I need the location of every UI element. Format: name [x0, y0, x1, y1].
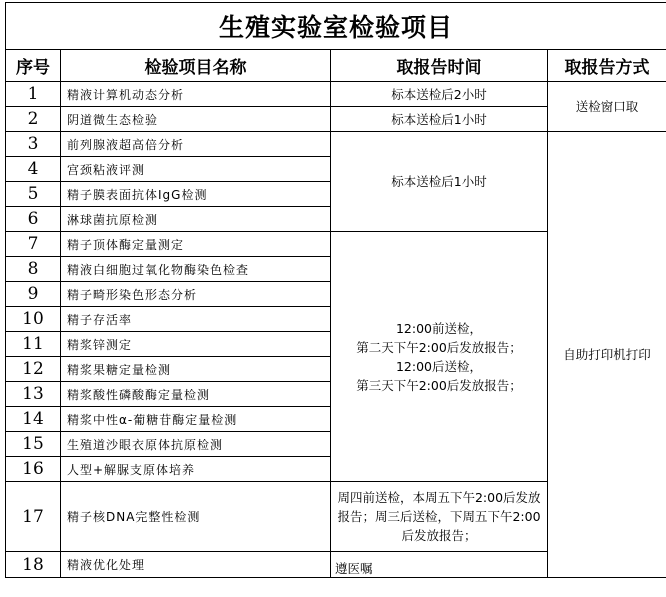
item-name: 精浆果糖定量检测 — [61, 357, 331, 382]
report-time-line: 第二天下午2:00后发放报告； — [356, 339, 522, 355]
report-time-cell: 标本送检后1小时 — [331, 107, 548, 132]
lab-items-table — [5, 2, 666, 578]
row-number: 15 — [6, 432, 61, 457]
item-name: 淋球菌抗原检测 — [61, 207, 331, 232]
report-method-window: 送检窗口取 — [548, 82, 666, 132]
report-time-line: 第三天下午2:00后发放报告； — [356, 377, 522, 393]
row-number: 4 — [6, 157, 61, 182]
report-method-printer: 自助打印机打印 — [548, 132, 666, 578]
header-item-name: 检验项目名称 — [61, 50, 331, 82]
table-row — [6, 132, 666, 157]
header-report-method: 取报告方式 — [548, 50, 666, 82]
item-name: 精液计算机动态分析 — [61, 82, 331, 107]
row-number: 13 — [6, 382, 61, 407]
row-number: 5 — [6, 182, 61, 207]
report-time-cell: 标本送检后2小时 — [331, 82, 548, 107]
item-name: 前列腺液超高倍分析 — [61, 132, 331, 157]
report-time-cell: 遵医嘱 — [331, 552, 548, 578]
row-number: 18 — [6, 552, 61, 578]
row-number: 9 — [6, 282, 61, 307]
row-number: 10 — [6, 307, 61, 332]
item-name: 精子核DNA完整性检测 — [61, 482, 331, 552]
row-number: 11 — [6, 332, 61, 357]
item-name: 阴道微生态检验 — [61, 107, 331, 132]
header-report-time: 取报告时间 — [331, 50, 548, 82]
item-name: 人型+解脲支原体培养 — [61, 457, 331, 482]
row-number: 3 — [6, 132, 61, 157]
report-time-cell — [331, 232, 548, 482]
row-number: 8 — [6, 257, 61, 282]
item-name: 精液优化处理 — [61, 552, 331, 578]
item-name: 精浆酸性磷酸酶定量检测 — [61, 382, 331, 407]
item-name: 生殖道沙眼衣原体抗原检测 — [61, 432, 331, 457]
row-number: 17 — [6, 482, 61, 552]
header-index: 序号 — [6, 50, 61, 82]
report-time-line: 12:00前送检， — [395, 320, 483, 336]
row-number: 16 — [6, 457, 61, 482]
row-number: 12 — [6, 357, 61, 382]
item-name: 宫颈粘液评测 — [61, 157, 331, 182]
item-name: 精浆中性α-葡糖苷酶定量检测 — [61, 407, 331, 432]
report-time-cell: 周四前送检，本周五下午2:00后发放报告；周三后送检，下周五下午2:00后发放报告； — [331, 482, 548, 552]
item-name: 精液白细胞过氧化物酶染色检查 — [61, 257, 331, 282]
row-number: 14 — [6, 407, 61, 432]
item-name: 精子膜表面抗体IgG检测 — [61, 182, 331, 207]
item-name: 精浆锌测定 — [61, 332, 331, 357]
table-row — [6, 82, 666, 107]
row-number: 1 — [6, 82, 61, 107]
item-name: 精子存活率 — [61, 307, 331, 332]
row-number: 6 — [6, 207, 61, 232]
table-title: 生殖实验室检验项目 — [6, 3, 666, 50]
row-number: 7 — [6, 232, 61, 257]
item-name: 精子畸形染色形态分析 — [61, 282, 331, 307]
item-name: 精子顶体酶定量测定 — [61, 232, 331, 257]
report-time-line: 12:00后送检， — [395, 358, 483, 374]
report-time-cell: 标本送检后1小时 — [331, 132, 548, 232]
row-number: 2 — [6, 107, 61, 132]
